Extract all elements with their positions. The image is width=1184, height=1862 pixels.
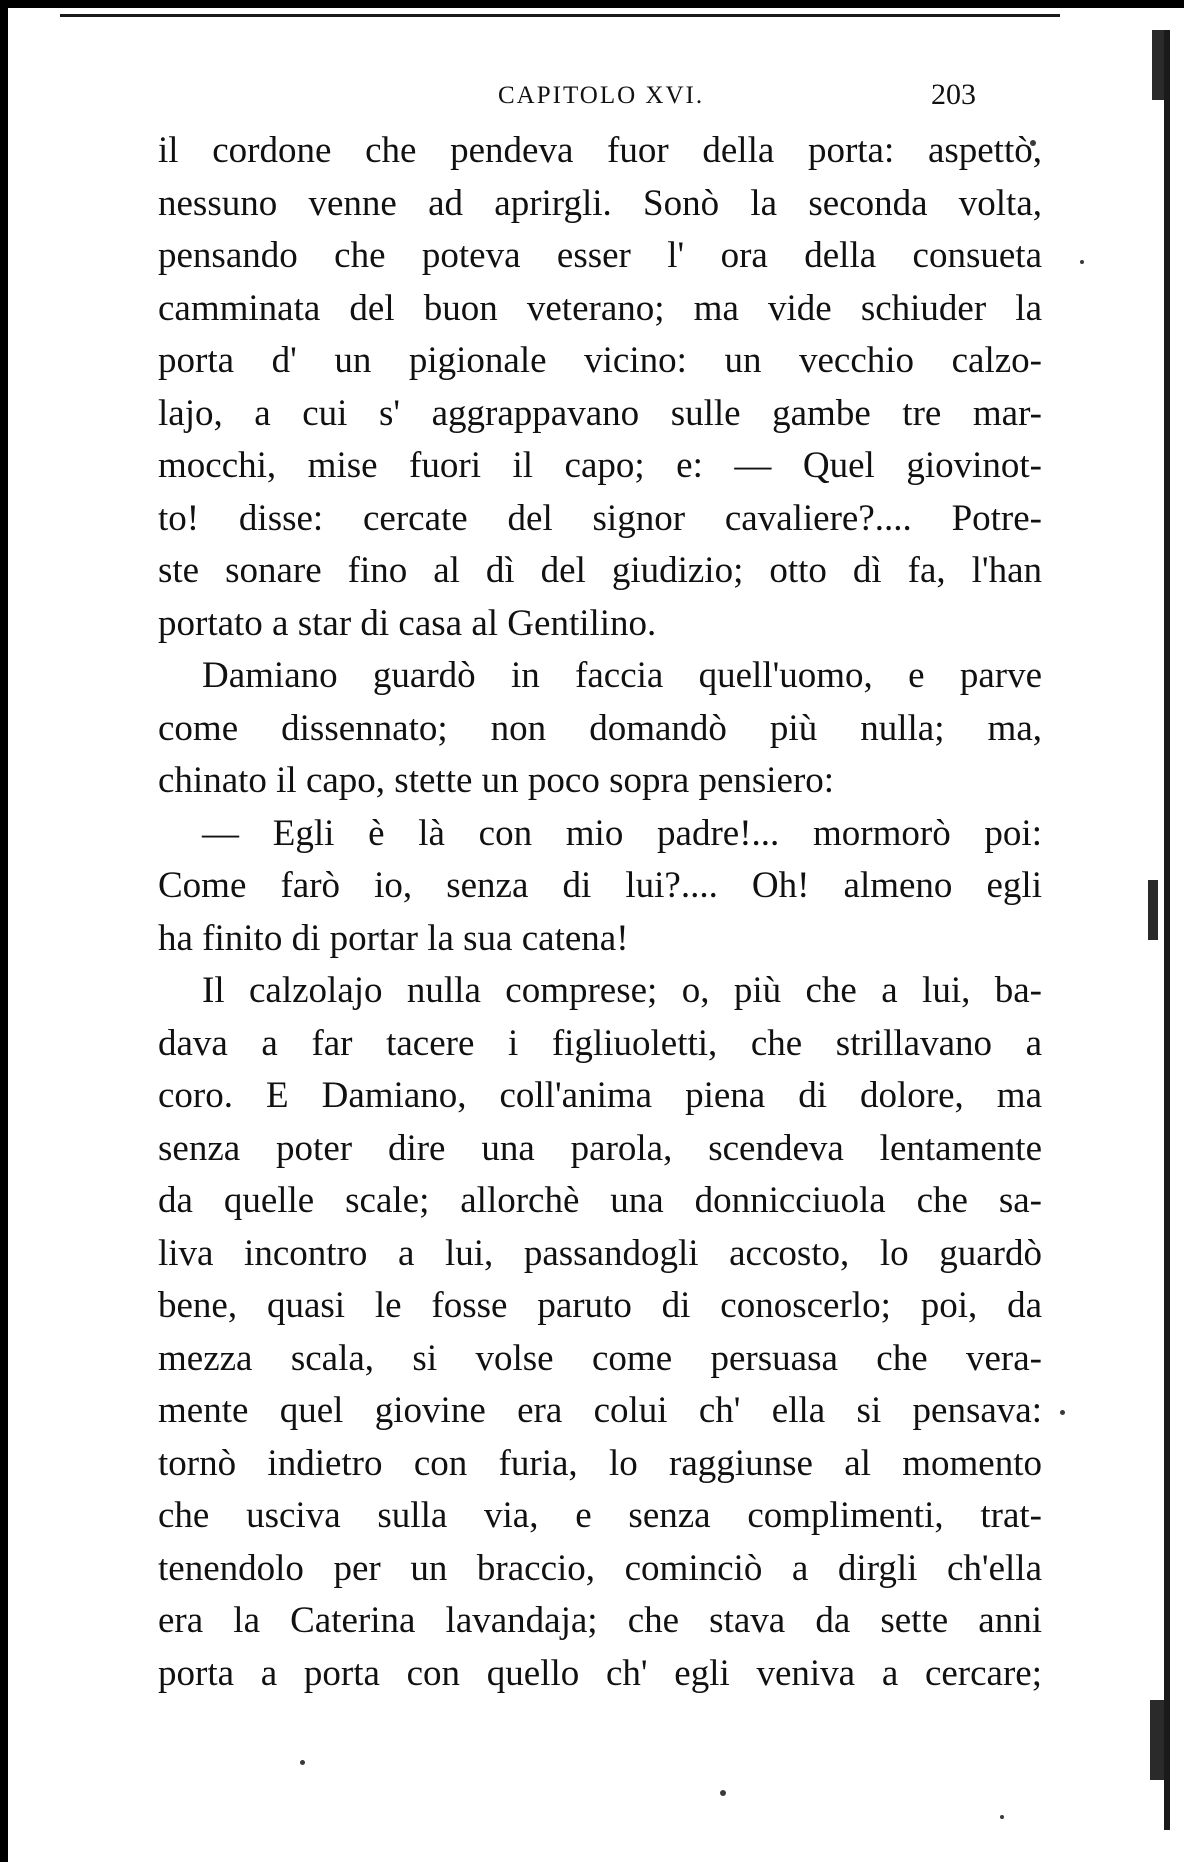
text-line: mocchi, mise fuori il capo; e: — Quel giovinot- [158,445,1042,486]
text-line: Il calzolajo nulla comprese; o, più che a lui, ba- [202,970,1042,1011]
text-line: il cordone che pendeva fuor della porta: aspettò, [158,130,1042,171]
text-line: tenendolo per un braccio, cominciò a dirgli ch'ella [158,1547,1042,1589]
text-line: ste sonare fino al dì del giudizio; otto dì fa, l'han [158,550,1042,591]
text-line: to! disse: cercate del signor cavaliere?.... Potre- [158,497,1042,539]
text-line: Damiano guardò in faccia quell'uomo, e parve [202,655,1042,696]
text-line: porta d' un pigionale vicino: un vecchio calzo- [158,340,1042,381]
scan-edge-mark [1148,880,1158,940]
text-line: Come farò io, senza di lui?.... Oh! almeno egli [158,865,1042,906]
scan-speck [300,1760,305,1765]
scan-edge-mark [1150,1700,1164,1780]
text-line: che usciva sulla via, e senza complimenti, trat- [158,1495,1042,1536]
scan-speck [1000,1815,1004,1819]
page-number: 203 [931,78,976,111]
text-line: liva incontro a lui, passandogli accosto, lo guardò [158,1232,1042,1274]
text-line: come dissennato; non domandò più nulla; ma, [158,707,1042,749]
text-line: chinato il capo, stette un poco sopra pensiero: [158,760,835,801]
scan-edge-top-rule [60,14,1060,17]
text-line: bene, quasi le fosse paruto di conoscerlo; poi, da [158,1285,1042,1326]
text-line: mente quel giovine era colui ch' ella si pensava: [158,1390,1042,1431]
text-line: pensando che poteva esser l' ora della consueta [158,235,1042,276]
text-line: portato a star di casa al Gentilino. [158,602,657,644]
text-line: camminata del buon veterano; ma vide schiuder la [158,287,1042,329]
page-header [0,78,1184,112]
text-line: coro. E Damiano, coll'anima piena di dolore, ma [158,1075,1042,1116]
text-line: nessuno venne ad aprirgli. Sonò la seconda volta, [158,182,1042,224]
text-line: senza poter dire una parola, scendeva lentamente [158,1127,1042,1169]
text-line: — Egli è là con mio padre!... mormorò poi: [202,812,1042,854]
text-line: da quelle scale; allorchè una donnicciuola che sa- [158,1180,1042,1221]
text-line: dava a far tacere i figliuoletti, che strillavano a [158,1022,1042,1064]
scan-speck [1080,260,1084,264]
scan-speck [720,1790,726,1796]
scan-speck [1060,1410,1065,1415]
text-line: lajo, a cui s' aggrappavano sulle gambe tre mar- [158,392,1042,434]
scan-edge-right [1164,30,1170,1830]
body-text [158,125,1042,1700]
running-title: CAPITOLO XVI. [498,82,705,109]
text-line: ha finito di portar la sua catena! [158,917,629,959]
scan-edge-left [0,0,8,1862]
text-line: tornò indietro con furia, lo raggiunse al momento [158,1442,1042,1484]
scan-edge-top [0,0,1184,8]
text-line: era la Caterina lavandaja; che stava da sette anni [158,1600,1042,1641]
text-line: mezza scala, si volse come persuasa che vera- [158,1337,1042,1379]
text-line: porta a porta con quello ch' egli veniva a cercare; [158,1652,1042,1694]
